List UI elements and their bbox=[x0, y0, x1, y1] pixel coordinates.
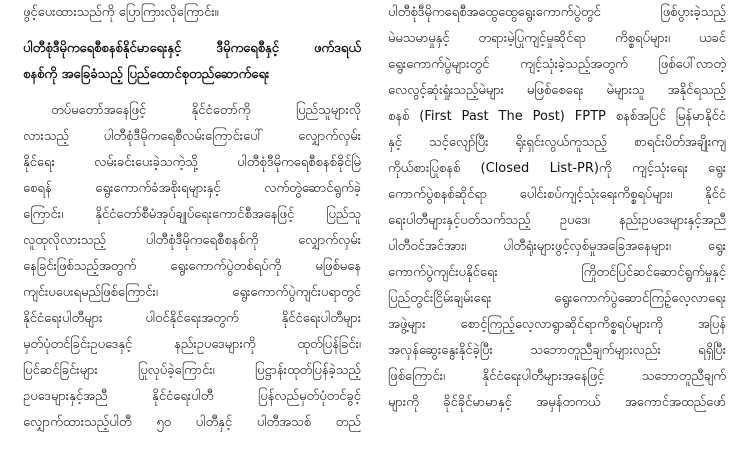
paragraph-gap bbox=[23, 26, 361, 36]
body-text-line: ကိုယ်စားပြုစနစ် (Closed List-PR)ကို ကျင့်သုံးရေး ရွေး bbox=[388, 161, 726, 176]
body-text-line: ကြောင်း၊ နိုင်ငံတော်စီမံအုပ်ချုပ်ရေးကောင်စီအနေဖြင့် ပြည်သူ bbox=[23, 207, 361, 222]
body-text-line: တပ်မတော်အနေဖြင့် နိုင်ငံတော်ကို ပြည်သူများလို bbox=[51, 103, 361, 118]
body-text-line: နိုင်ငံရေးပါတီများ ပါဝင်နိုင်ရေးအတွက် နိုင်ငံရေးပါတီများ bbox=[23, 311, 361, 326]
body-text-line: များကို ခိုင်ခိုင်မာမာနှင့် အမှန်တကယ် အကောင်အထည်ဖော် bbox=[388, 395, 726, 410]
body-text-line: ဖြစ်ကြောင်း၊ နိုင်ငံရေးပါတီများအနေဖြင့် သဘောတူညီချက် bbox=[388, 369, 726, 384]
body-text-line: လားသည့် ပါတီစုံဒီမိုကရေစီလမ်းကြောင်းပေါ် လျှောက်လှမ်း bbox=[23, 129, 361, 144]
body-text-line: ကျင်းပပေးရမည်ဖြစ်ကြောင်း၊ ရွေးကောက်ပွဲကျင်းပရာတွင် bbox=[23, 285, 361, 300]
body-text-line: နိုင်ရေး လမ်းခင်းပေးခဲ့သကဲ့သို့ ပါတီစုံဒီမိုကရေစီစနစ်ခိုင်မြဲ bbox=[23, 155, 361, 170]
body-text-line: ဥပဒေများနှင့်အညီ နိုင်ငံရေးပါတီ ပြန်လည်မှတ်ပုံတင်ခွင့် bbox=[23, 389, 361, 404]
section-heading-line: ပါတီစုံဒီမိုကရေစီစနစ်နိုင်မာရေးနှင့် ဒီမိုကရေစီနှင့် ဖက်ဒရယ် bbox=[23, 41, 361, 56]
paragraph-ending-line: ဖွင့်ပေးထားသည်ကို ပြောကြားလိုကြောင်း။ bbox=[23, 5, 219, 20]
body-text-line: ပါတီစုံဒီမိုကရေစီအထွေထွေရွေးကောက်ပွဲတွင် ဖြစ်ပွားခဲ့သည့် bbox=[388, 5, 726, 20]
body-text-line: အဖွဲ့များ စောင့်ကြည့်လေ့လာရွာဆိုင်ရာကိစ္စရပ်များကို အပြန် bbox=[388, 317, 726, 332]
body-text-line: ကောက်ပွဲစနစ်ဆိုင်ရာ ပေါင်းစပ်ကျင့်သုံးရေးကိစ္စရပ်များ၊ နိုင်ငံ bbox=[388, 187, 726, 202]
body-text-line: လျှောက်ထားသည့်ပါတီ ၅၀ ပါတီနှင့် ပါတီအသစ် တည် bbox=[23, 415, 361, 430]
paragraph-gap bbox=[23, 88, 361, 98]
body-text-line: မဲမသမာမှုနှင့် တရားမဲ့ပြုကျင့်မှုဆိုင်ရာ ကိစ္စရပ်များ၊ ယခင် bbox=[388, 31, 726, 46]
left-column bbox=[23, 0, 361, 436]
body-text-line: အလှန်ဆွေးနွေးနိုင်ခဲ့ပြီး သဘောတူညီချက်များလည်း ရရှိပြီး bbox=[388, 343, 726, 358]
section-heading-line: စနစ်ကို အခြေခံသည့် ပြည်ထောင်စုတည်ဆောက်ရေး bbox=[23, 67, 270, 82]
body-text-line: မှတ်ပုံတင်ခြင်းဥပဒေနှင့် နည်းဥပဒေများကို ထုတ်ပြန်ခြင်း၊ bbox=[23, 337, 361, 352]
body-text-line: ပြည်တွင်းငြိမ်းချမ်းရေး ရွေးကောက်ပွဲဆောင်ကြဉ့်လေ့လာရေး bbox=[388, 291, 726, 306]
body-text-line: ပြင်ဆင်ခြင်းများ ပြုလုပ်ခဲ့ကြောင်း၊ ပြဋ္ဌာန်းထုတ်ပြန်ခဲ့သည့် bbox=[23, 363, 361, 378]
body-text-line: လူထုလိုလားသည့် ပါတီစုံဒီမိုကရေစီစနစ်ကို လျှောက်လှမ်း bbox=[23, 233, 361, 248]
body-text-line: နေခြင်းဖြစ်သည့်အတွက် ရွေးကောက်ပွဲတစ်ရပ်ကို မဖြစ်မနေ bbox=[23, 259, 361, 274]
body-text-line: လေလွင့်ဆုံးရှုံးသည့်မဲများ မဖြစ်စေရေး မဲများသူ အနိုင်ရသည့် bbox=[388, 83, 726, 98]
body-text-line: ပါတီဝင်အင်အား၊ ပါတီရုံးများဖွင့်လှစ်မှုအခြေအနေများ၊ ရွေး bbox=[388, 239, 726, 254]
body-text-line: ရေးပါတီများနှင့်ပတ်သက်သည့် ဥပဒေ၊ နည်းဥပဒေများနှင့်အညီ bbox=[388, 213, 726, 228]
body-text-line: ရွေးကောက်ပွဲများတွင် ကျင့်သုံးခဲ့သည့်အတွက် ဖြစ်ပေါ်လာတဲ့ bbox=[388, 57, 726, 72]
body-text-line: စနစ် (First Past The Post) FPTP စနစ်အပြင် မြန်မာနိုင်ငံ bbox=[388, 109, 726, 124]
body-text-line: နှင့် သင့်လျော်ပြီး ရိုးရှင်းလွယ်ကူသည့် စာရင်းပိတ်အချိုးကျ bbox=[388, 135, 726, 150]
body-text-line: ကောက်ပွဲကျင်းပနိုင်ရေး ကြိုတင်ပြင်ဆင်ဆောင်ရွက်မှုနှင့် bbox=[388, 265, 726, 280]
body-text-line: စေရန် ရွေးကောက်ခံအစိုးရများနှင့် လက်တွဲဆောင်ရွက်ခဲ့ bbox=[23, 181, 361, 196]
right-column bbox=[388, 0, 726, 416]
